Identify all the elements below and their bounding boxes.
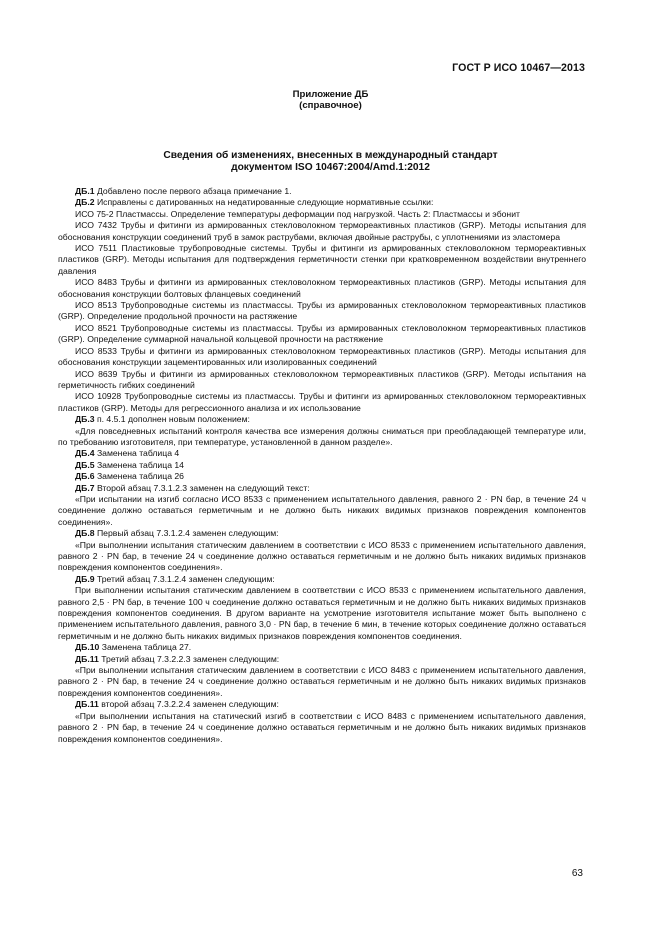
paragraph — [58, 220, 586, 243]
paragraph-text: Исправлены с датированных на недатированные следующие нормативные ссылки: — [96, 197, 434, 208]
section-title-line-1: Сведения об изменениях, внесенных в международный стандарт — [163, 150, 498, 161]
paragraph — [58, 448, 586, 459]
annex-title: Приложение ДБ — [292, 89, 369, 100]
paragraph-text: ИСО 75-2 Пластмассы. Определение температуры деформации под нагрузкой. Часть 2: Пластмассы и эбонит — [75, 208, 520, 219]
paragraph — [58, 277, 586, 300]
document-body — [58, 186, 586, 745]
paragraph-label: ДБ.10 — [75, 642, 100, 653]
paragraph-text: «При выполнении испытания статическим давлением в соответствии с ИСО 8483 с применением испытательного давления, равного 2 · PN бар, в течение 24 ч соединение должно оставаться герметичным и не должно быть никаких видимых признаков повреждения компонентов соединения». — [58, 665, 586, 698]
paragraph — [58, 460, 586, 471]
paragraph-text: ИСО 8639 Трубы и фитинги из армированных стекловолокном термореактивных пластиков (GRP). Методы испытания на герметичность гибких соединений — [58, 368, 586, 390]
page-number: 63 — [571, 868, 583, 879]
paragraph-label: ДБ.4 — [75, 448, 95, 459]
annex-heading — [0, 89, 661, 111]
paragraph-text: «При выполнении испытания на статический изгиб в соответствии с ИСО 8483 с применением испытательного давления, равного 2 · PN бар, в течение 24 ч соединение должно оставаться герметичным и не должно быть никаких видимых признаков повреждения компонентов соединения». — [58, 710, 586, 744]
paragraph-text: «При испытании на изгиб согласно ИСО 8533 с применением испытательного давления, равного 2 · PN бар, в течение 24 ч соединение должно оставаться герметичным и не должно быть никаких видимых признаков повреждения компонентов соединения». — [58, 493, 586, 527]
paragraph — [58, 665, 586, 699]
paragraph-label: ДБ.11 — [75, 653, 99, 664]
paragraph-label: ДБ.5 — [75, 459, 95, 470]
paragraph-label: ДБ.2 — [75, 197, 95, 208]
paragraph-text: Второй абзац 7.3.1.2.3 заменен на следующий текст: — [96, 482, 310, 493]
standard-designation: ГОСТ Р ИСО 10467—2013 — [452, 62, 585, 74]
paragraph-text: ИСО 8521 Трубопроводные системы из пластмассы. Трубы из армированных стекловолокном термореактивных пластиков (GRP). Определение суммарной начальной кольцевой прочности на растяжение — [58, 322, 586, 345]
paragraph-text: п. 4.5.1 дополнен новым положением: — [96, 414, 250, 425]
paragraph-text: Заменена таблица 4 — [96, 448, 180, 459]
paragraph-text: При выполнении испытания статическим давлением в соответствии с ИСО 8533 с применением испытательного давления, равного 2,5 · PN бар, в течение 100 ч соединение должно оставаться герметичным и не должно быть никаких видимых признаков повреждения компонентов соединения. В другом варианте на усмотрение изготовителя испытание может быть выполнено с применением испытательного давления, равного 3,0 · PN бар, в течение 6 мин, в течение которых соединение должно оставаться герметичным и не должно быть никаких видимых признаков повреждения компонентов соединения. — [58, 585, 586, 641]
paragraph-text: ИСО 8483 Трубы и фитинги из армированных стекловолокном термореактивных пластиков (GRP). Методы испытания для обоснования конструкции болтовых фланцевых соединений — [58, 277, 586, 299]
paragraph-text: Третий абзац 7.3.2.2.3 заменен следующим: — [101, 653, 280, 664]
paragraph — [58, 197, 586, 208]
section-title — [60, 150, 601, 174]
paragraph — [58, 209, 586, 220]
paragraph-text: Первый абзац 7.3.1.2.4 заменен следующим: — [96, 528, 279, 539]
paragraph — [58, 369, 586, 392]
paragraph — [58, 414, 586, 425]
paragraph-text: Заменена таблица 14 — [96, 459, 184, 470]
paragraph — [58, 528, 586, 539]
paragraph — [58, 540, 586, 574]
paragraph-label: ДБ.9 — [75, 573, 95, 584]
paragraph-text: «Для повседневных испытаний контроля качества все измерения должны сниматься при преобладающей температуре или, по требованию изготовителя, при температуре, установленной в данном разделе». — [58, 425, 586, 447]
paragraph-text: Заменена таблица 26 — [96, 471, 184, 482]
paragraph-label: ДБ.3 — [75, 414, 95, 425]
paragraph — [58, 574, 586, 585]
paragraph-label: ДБ.11 — [75, 699, 99, 710]
paragraph — [58, 391, 586, 414]
paragraph-label: ДБ.1 — [75, 186, 95, 196]
paragraph-text: Заменена таблица 27. — [101, 642, 192, 653]
annex-subtitle: (справочное) — [299, 100, 362, 111]
paragraph — [58, 243, 586, 277]
paragraph — [58, 494, 586, 528]
paragraph — [58, 654, 586, 665]
paragraph-text: Добавлено после первого абзаца примечание 1. — [96, 186, 292, 196]
paragraph-label: ДБ.6 — [75, 471, 95, 482]
paragraph — [58, 346, 586, 369]
paragraph — [58, 483, 586, 494]
paragraph-text: «При выполнении испытания статическим давлением в соответствии с ИСО 8533 с применением испытательного давления, равного 2 · PN бар, в течение 24 ч соединение должно оставаться герметичным и не должно быть никаких видимых признаков повреждения компонентов соединения». — [58, 539, 586, 573]
paragraph — [58, 711, 586, 745]
paragraph-text: ИСО 7511 Пластиковые трубопроводные системы. Трубы и фитинги из армированных стекловолокном термореактивных пластиков (GRP). Методы испытания для подтверждения герметичности стенки при кратковременном воздействии внутреннего давления — [58, 243, 586, 276]
paragraph — [58, 186, 586, 197]
paragraph — [58, 426, 586, 449]
paragraph-text: ИСО 7432 Трубы и фитинги из армированных стекловолокном термореактивных пластиков (GRP). Методы испытания для обоснования конструкции соединений труб в замок раструбами, включая двойные раструбы, с уплотнениями из эластомера — [58, 220, 586, 242]
paragraph — [58, 300, 586, 323]
paragraph — [58, 323, 586, 346]
paragraph-label: ДБ.8 — [75, 528, 95, 539]
paragraph — [58, 471, 586, 482]
paragraph — [58, 585, 586, 642]
section-title-line-2: документом ISO 10467:2004/Amd.1:2012 — [231, 162, 430, 173]
paragraph-text: второй абзац 7.3.2.2.4 заменен следующим: — [101, 699, 279, 710]
paragraph-text: Третий абзац 7.3.1.2.4 заменен следующим: — [96, 573, 275, 584]
paragraph-text: ИСО 8513 Трубопроводные системы из пластмассы. Трубы из армированных стекловолокном термореактивных пластиков (GRP). Определение продольной прочности на растяжение — [58, 300, 586, 322]
paragraph-label: ДБ.7 — [75, 482, 95, 493]
paragraph — [58, 642, 586, 653]
paragraph — [58, 699, 586, 710]
paragraph-text: ИСО 10928 Трубопроводные системы из пластмассы. Трубы и фитинги из армированных стекловолокном термореактивных пластиков (GRP). Методы для регрессионного анализа и их использование — [58, 391, 586, 413]
paragraph-text: ИСО 8533 Трубы и фитинги из армированных стекловолокном термореактивных пластиков (GRP). Методы испытания для обоснования конструкции зацементированных или изолированных соединений — [58, 345, 586, 368]
